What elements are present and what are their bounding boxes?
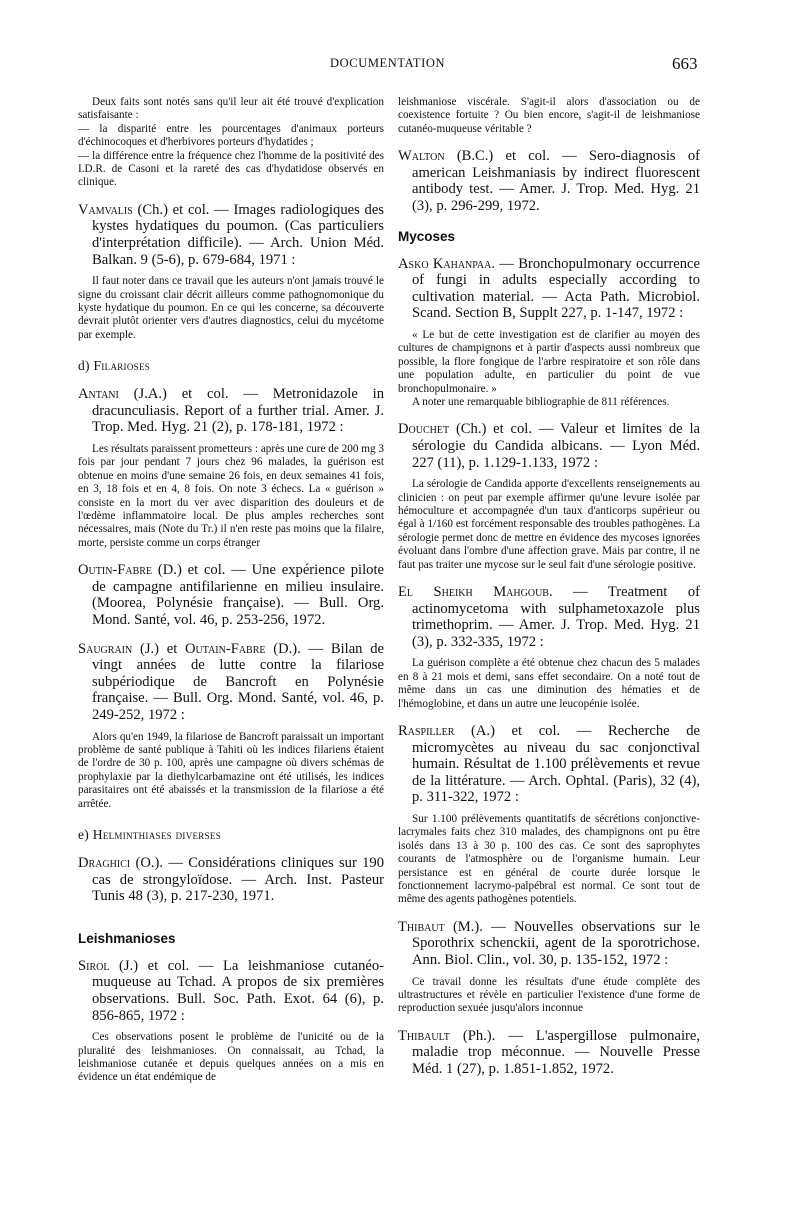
leishmanioses-heading: Leishmanioses [78,930,176,946]
section-title: Filarioses [93,358,151,374]
author-name: Saugrain [78,640,133,657]
reference-asko-kahanpaa [398,256,700,322]
citation: (O.). — Considérations cliniques sur 190 cas de strongyloïdose. — Arch. Inst. Pasteur Tunis 48 (3), p. 217-230, 1971. [92,855,384,905]
author-name: Asko Kahanpaa. [398,255,496,272]
section-d-heading [78,358,384,374]
abstract-raspiller: Sur 1.100 prélèvements quantitatifs de sécrétions conjonctive-lacrymales faits chez 310 malades, des champignons ont pu être isolés dans 13 à 30 p. 100 des cas. Ce sont des saprophytes courants de l'atmosphère ou de l'organisme humain. Leur persistance est en général de courte durée lorsque le fonctionnement lacrymo-palpébral est normal. Ce sont tout de même des agents pathogènes potentiels. [398,813,700,906]
coauthor-name: Outain-Fabre [185,640,266,657]
left-column [78,96,384,1085]
author-name: Draghici [78,855,131,872]
reference-outin-fabre [78,562,384,628]
citation: (A.) et col. — Recherche de micromycètes au niveau du sac conjonctival humain. Résultat de 1.100 prélèvements et revue de la littérature. — Arch. Ophtal. (Paris), 32 (4), p. 311-322, 1972 : [412,723,700,806]
reference-sirol [78,958,384,1024]
abstract-sirol-continued: leishmaniose viscérale. S'agit-il alors d'association ou de coexistence fortuite ? Ou bien encore, s'agit-il de leishmaniose cutanéo-muqueuse véritable ? [398,96,700,135]
author-name: Douchet [398,421,450,438]
citation: (J.) et col. — La leishmaniose cutanéo-muqueuse au Tchad. A propos de six premières observations. Bull. Soc. Path. Exot. 64 (6), p. 856-865, 1972 : [92,957,384,1024]
section-title: Helminthiases diverses [92,827,222,843]
citation: — Treatment of actinomycetoma with sulphametoxazole plus trimethoprim. — Amer. J. Trop. Med. Hyg. 21 (3), p. 332-335, 1972 : [412,584,700,650]
reference-walton [398,148,700,214]
running-head: DOCUMENTATION [330,56,446,70]
section-letter: d) [78,358,90,374]
abstract-vamvalis: Il faut noter dans ce travail que les auteurs n'ont jamais trouvé le signe du croissant clair décrit ailleurs comme pathognomonique du kyste hydatique du poumon. En ce qui les concerne, sa découverte devrait plutôt orienter vers d'autres diagnostics, celui du mycétome par exemple. [78,275,384,341]
reference-thibault [398,1028,700,1078]
abstract-antani: Les résultats paraissent prometteurs : après une cure de 200 mg 3 fois par jour pendant 7 jours chez 96 malades, la guérison est obtenue en moins d'une semaine 26 fois, en deux semaines 41 fois, en 3, 18 fois et en 4, 8 fois. On note 3 échecs. La « guérison » consiste en la mort du ver avec disparition des douleurs et de l'œdème inflammatoire local. De plus amples recherches sont nécessaires, mais (Note du Tr.) il n'en reste pas moins que la filaire, morte, persiste comme un corps étranger [78,443,384,549]
citation: (Ph.). — L'aspergillose pulmonaire, maladie trop méconnue. — Nouvelle Presse Méd. 1 (27), p. 1.851-1.852, 1972. [412,1027,700,1078]
abstract-thibaut: Ce travail donne les résultats d'une étude complète des ultrastructures et révèle en particulier l'existence d'une forme de reproduction sexuée jusqu'alors inconnue [398,975,700,1015]
abstract-asko-kahanpaa: « Le but de cette investigation est de clarifier au moyen des cultures de champignons et à partir d'aspects aussi nombreux que possible, la flore fongique de l'arbre respiratoire et son rôle dans une population adulte, en particulier du point de vue bronchopulmonaire. » [398,328,700,395]
abstract-sirol: Ces observations posent le problème de l'unicité ou de la pluralité des leishmanioses. On connaissait, au Tchad, la leishmaniose cutanée et depuis quelques années on a mis en évidence un état endémique de [78,1031,384,1084]
citation: (D.). — Bilan de vingt années de lutte contre la filariose subpériodique de Bancroft en Polynésie française. — Bull. Org. Mond. Santé, vol. 46, p. 249-252, 1972 : [92,640,384,724]
reference-douchet [398,421,700,471]
author-name: Vamvalis [78,201,133,218]
author-name: Sirol [78,957,110,974]
citation: (D.) et col. — Une expérience pilote de campagne antifilarienne en milieu insulaire. (Moorea, Polynésie française). — Bull. Org. Mond. Santé, vol. 46, p. 253-256, 1972. [92,562,384,629]
section-e-heading [78,827,384,843]
section-letter: e) [78,827,90,843]
author-name: Thibault [398,1027,450,1044]
mycoses-heading: Mycoses [398,228,456,244]
citation: (Ch.) et col. — Valeur et limites de la sérologie du Candida albicans. — Lyon Méd. 227 (11), p. 1.129-1.133, 1972 : [412,421,701,471]
author-name: Raspiller [398,723,455,740]
note-asko-kahanpaa: A noter une remarquable bibliographie de 811 références. [412,396,670,408]
author-name: Outin-Fabre [78,562,153,579]
right-column [398,96,700,1085]
author-name: Thibaut [398,918,445,935]
reference-antani [78,386,384,436]
reference-raspiller [398,723,700,806]
citation: (Ch.) et col. — Images radiologiques des kystes hydatiques du poumon. (Cas particuliers d'interprétation difficile). — Arch. Union Méd. Balkan. 9 (5-6), p. 679-684, 1971 : [92,201,384,268]
page-number: 663 [672,54,698,73]
author-name: Antani [78,386,119,403]
citation: (B.C.) et col. — Sero-diagnosis of american Leishmaniasis by indirect fluorescent antibody test. — Amer. J. Trop. Med. Hyg. 21 (3), p. 296-299, 1972. [412,148,700,214]
reference-draghici [78,855,384,905]
intro-point-1: — la disparité entre les pourcentages d'animaux porteurs d'échinocoques et d'herbivores porteurs d'hydatides ; [78,122,384,149]
author-name: Walton [398,148,445,165]
reference-thibaut [398,919,700,969]
reference-saugrain [78,641,384,724]
abstract-el-sheikh-mahgoub: La guérison complète a été obtenue chez chacun des 5 malades en 8 à 21 mois et demi, sans effet secondaire. On a noté tout de même dans un cas une diminution des hématies et de l'hémoglobine, et dans un autre une leucopénie isolée. [398,657,700,710]
abstract-saugrain: Alors qu'en 1949, la filariose de Bancroft paraissait un important problème de santé publique à Tahiti où les indices filariens étaient de l'ordre de 30 p. 100, après une campagne où divers schémas de prophylaxie par la diethylcarbamazine ont été utilisés, les indices parasitaires ont été abaissés et la transmission de la filariose a été arrêtée. [78,730,384,810]
citation: — Bronchopulmonary occurrence of fungi in adults especially according to cultivation material. — Acta Path. Microbiol. Scand. Section B, Supplt 227, p. 1-147, 1972 : [412,255,701,322]
intro-point-2: — la différence entre la fréquence chez l'homme de la positivité des I.D.R. de Casoni et la rareté des cas d'hydatidose observés en clinique. [78,149,384,189]
citation-part: (J.) et [139,640,178,657]
citation: (J.A.) et col. — Metronidazole in dracunculiasis. Report of a further trial. Amer. J. Trop. Med. Hyg. 21 (2), p. 178-181, 1972 : [92,386,384,436]
reference-el-sheikh-mahgoub [398,584,700,650]
author-name: El Sheikh Mahgoub. [398,584,553,601]
intro-paragraph: Deux faits sont notés sans qu'il leur ait été trouvé d'explication satisfaisante : [78,96,384,122]
reference-vamvalis [78,202,384,268]
citation: (M.). — Nouvelles observations sur le Sporothrix schenckii, agent de la sporotrichose. Ann. Biol. Clin., vol. 30, p. 135-152, 1972 : [412,918,700,969]
abstract-douchet: La sérologie de Candida apporte d'excellents renseignements au clinicien : on peut par exemple affirmer qu'une levure isolée par hémoculture et accompagnée d'un taux d'anticorps supérieur ou égal à 1/160 est forcément responsable des troubles pathogènes. La sérologie permet donc de mettre en évidence des mycoses ignorées évoluant dans l'ombre d'une affection grave. Mais par contre, il ne faut pas traiter une mycose sur le seul fait d'une sérologie positive. [398,478,700,571]
